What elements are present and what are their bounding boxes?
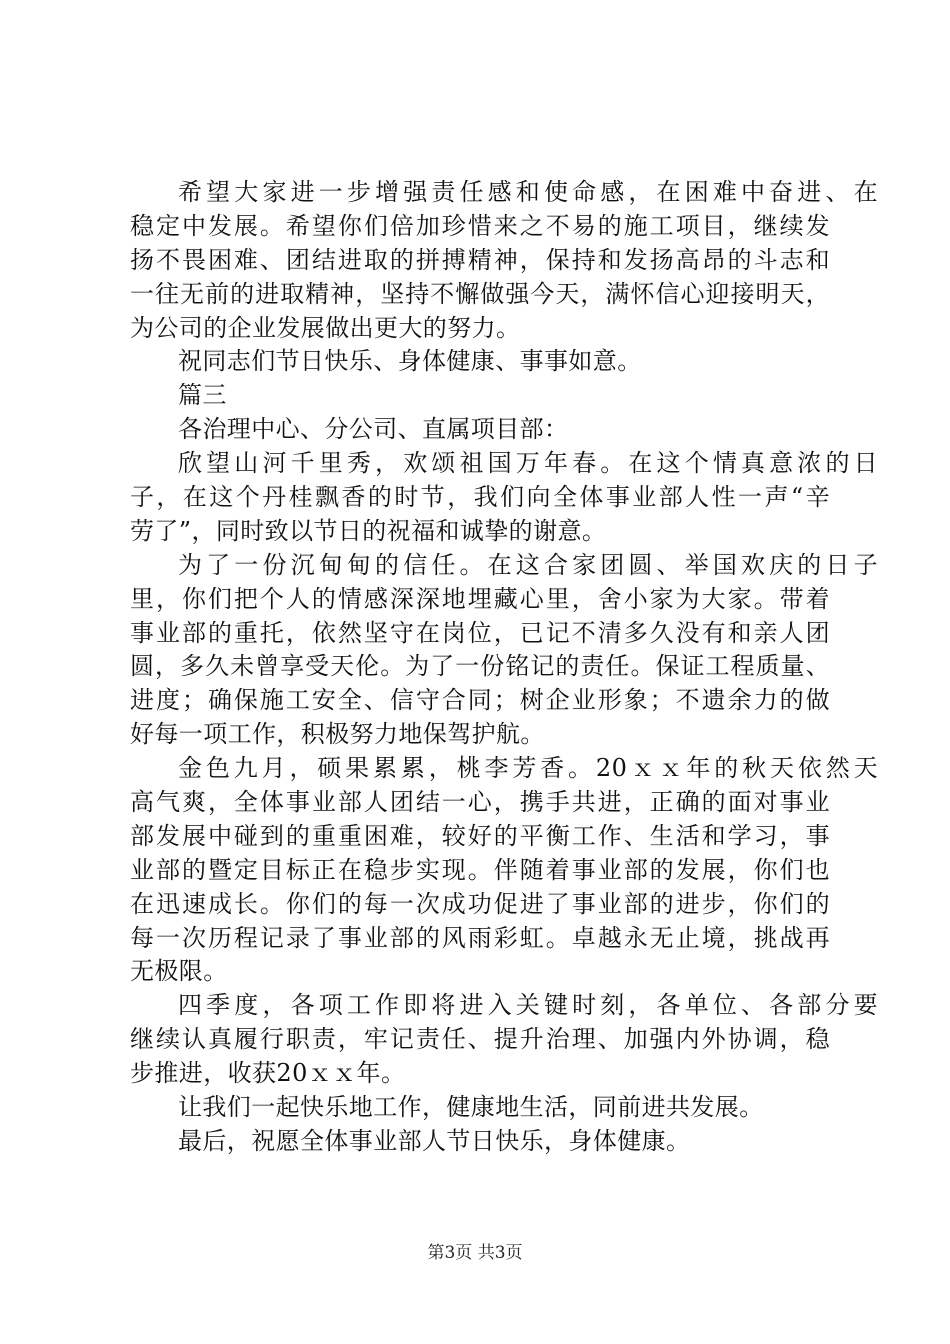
text-line: 一往无前的进取精神，坚持不懈做强今天，满怀信心迎接明天， [130,279,830,308]
text-line: 四季度，各项工作即将进入关键时刻，各单位、各部分要 [178,991,878,1020]
document-body [130,176,878,1159]
salutation: 各治理中心、分公司、直属项目部： [178,415,569,444]
text-line: 继续认真履行职责，牢记责任、提升治理、加强内外协调，稳 [130,1025,830,1054]
text-line: 每一次历程记录了事业部的风雨彩虹。卓越永无止境，挑战再 [130,923,830,952]
text-line: 好每一项工作，积极努力地保驾护航。 [130,720,545,749]
text-line: 圆，多久未曾享受天伦。为了一份铭记的责任。保证工程质量、 [130,652,830,681]
text-line: 里，你们把个人的情感深深地埋藏心里，舍小家为大家。带着 [130,584,830,613]
text-line: 金色九月，硕果累累，桃李芳香。20ｘｘ年的秋天依然天 [178,754,878,783]
text-line: 事业部的重托，依然坚守在岗位，已记不清多久没有和亲人团 [130,618,830,647]
text-line: 让我们一起快乐地工作，健康地生活，同前进共发展。 [178,1093,764,1122]
text-line: 步推进，收获20ｘｘ年。 [130,1059,406,1088]
section-heading: 篇三 [178,381,227,410]
text-line: 稳定中发展。希望你们倍加珍惜来之不易的施工项目，继续发 [130,211,830,240]
text-line: 无极限。 [130,957,228,986]
text-line: 子，在这个丹桂飘香的时节，我们向全体事业部人性一声“辛 [130,483,830,512]
text-line: 劳了”，同时致以节日的祝福和诚挚的谢意。 [130,516,607,545]
text-line: 希望大家进一步增强责任感和使命感，在困难中奋进、在 [178,178,878,206]
text-line: 部发展中碰到的重重困难，较好的平衡工作、生活和学习，事 [130,821,830,850]
text-line: 业部的暨定目标正在稳步实现。伴随着事业部的发展，你们也 [130,855,830,884]
text-line: 祝同志们节日快乐、身体健康、事事如意。 [178,347,642,376]
text-line: 为公司的企业发展做出更大的努力。 [130,313,521,342]
text-line: 为了一份沉甸甸的信任。在这合家团圆、举国欢庆的日子 [178,550,878,579]
text-line: 高气爽，全体事业部人团结一心，携手共进，正确的面对事业 [130,788,830,817]
page-number-footer: 第3页 共3页 [427,1243,523,1263]
text-line: 最后，祝愿全体事业部人节日快乐，身体健康。 [178,1126,691,1155]
text-line: 进度；确保施工安全、信守合同；树企业形象；不遗余力的做 [130,686,830,715]
text-line: 欣望山河千里秀，欢颂祖国万年春。在这个情真意浓的日 [178,449,878,478]
text-line: 扬不畏困难、团结进取的拼搏精神，保持和发扬高昂的斗志和 [130,245,830,274]
text-line: 在迅速成长。你们的每一次成功促进了事业部的进步，你们的 [130,889,830,918]
